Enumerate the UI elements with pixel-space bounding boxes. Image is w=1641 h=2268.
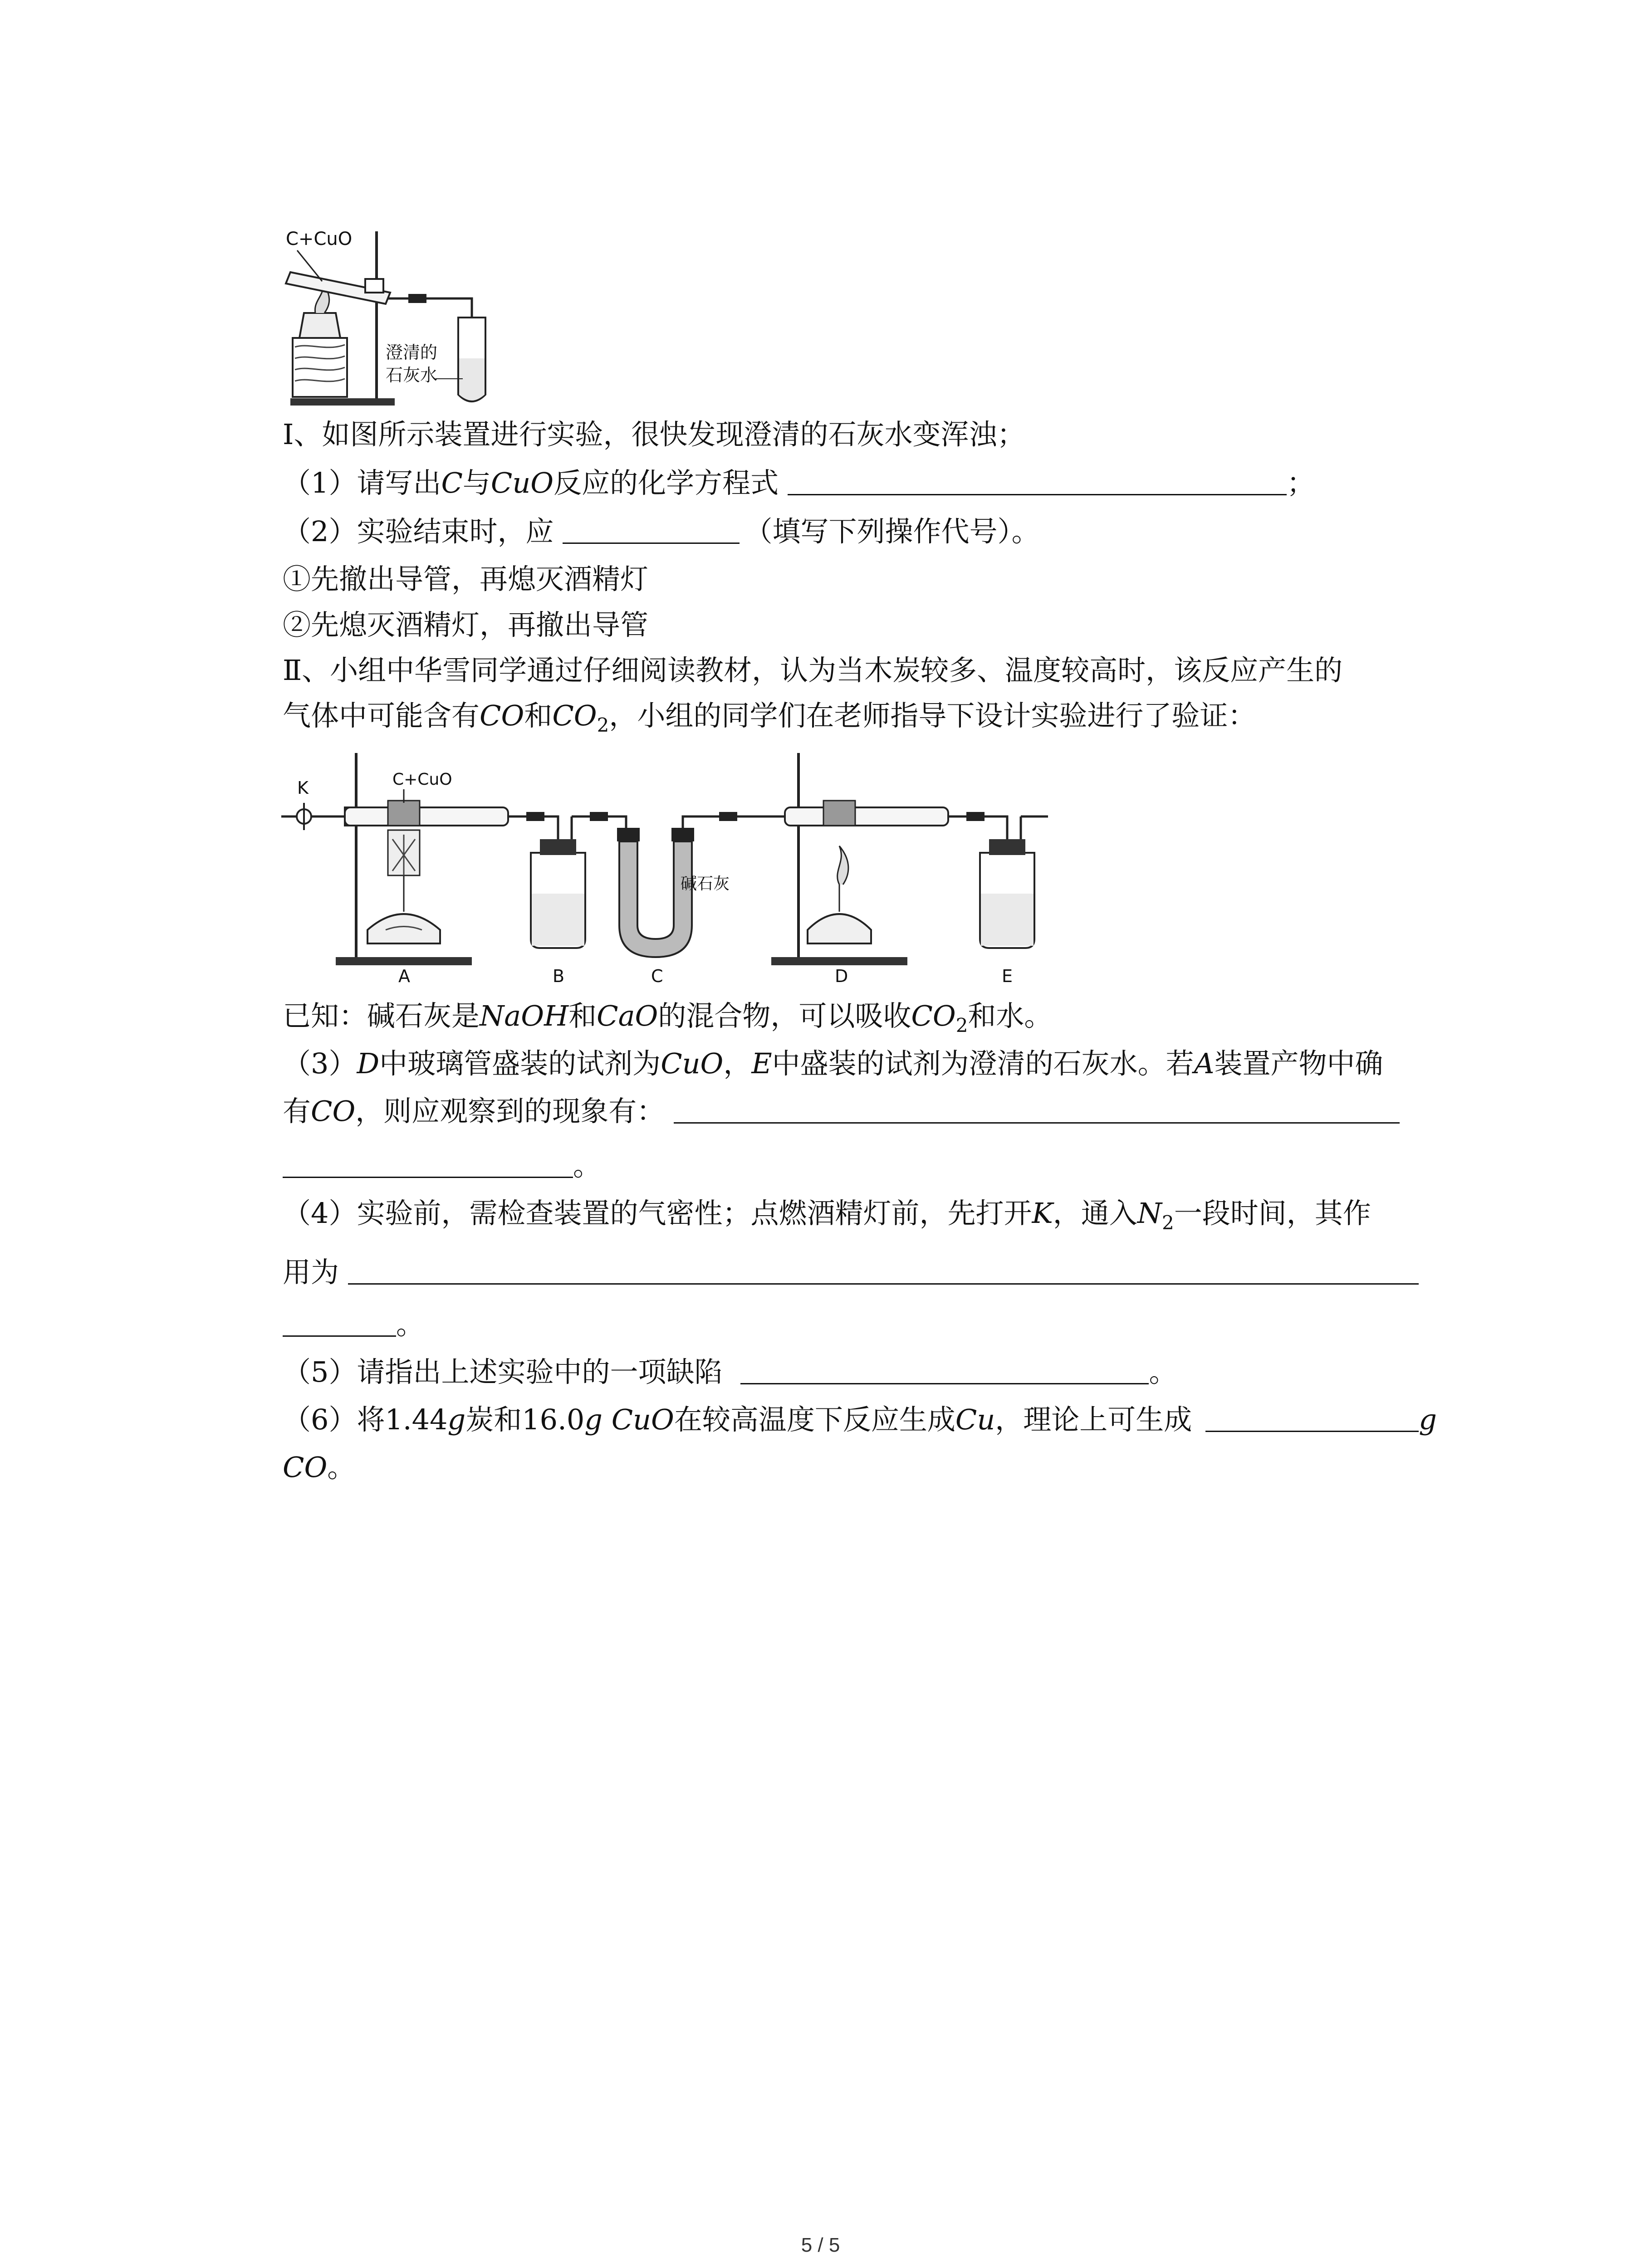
answer-blank-1[interactable]	[788, 468, 1287, 495]
figure1-label-lime-2: 石灰水	[386, 365, 438, 385]
answer-blank-4a[interactable]	[348, 1257, 1419, 1285]
figure1-label-lime-1: 澄清的	[386, 342, 438, 362]
question-2: （2）实验结束时，应 （填写下列操作代号）。	[283, 515, 1040, 548]
page-number: 5 / 5	[801, 2234, 840, 2256]
option-2: ②先熄灭酒精灯，再撤出导管	[283, 608, 649, 641]
answer-blank-5[interactable]	[740, 1357, 1149, 1384]
figure1-label-top: C+CuO	[286, 229, 353, 249]
figure2-label-d: D	[835, 966, 848, 986]
question-3: （3）D中玻璃管盛装的试剂为CuO，E中盛装的试剂为澄清的石灰水。若A装置产物中确	[283, 1047, 1383, 1080]
figure2-label-b: B	[553, 966, 565, 986]
known-statement: 已知：碱石灰是NaOH和CaO的混合物，可以吸收$CO_2$和水。	[283, 999, 1053, 1036]
figure-apparatus-1	[272, 222, 526, 413]
figure2-label-top: C+CuO	[392, 770, 452, 789]
option-1: ①先撤出导管，再熄灭酒精灯	[283, 562, 649, 596]
figure2-label-k: K	[297, 778, 309, 798]
question-4-line3: 。	[283, 1306, 424, 1343]
figure2-label-c: C	[651, 966, 663, 986]
question-4: （4）实验前，需检查装置的气密性；点燃酒精灯前，先打开K，通入$N_2$一段时间，其作	[283, 1197, 1371, 1234]
question-5: （5）请指出上述实验中的一项缺陷 。	[283, 1355, 1177, 1388]
figure-apparatus-2	[272, 748, 1053, 989]
answer-blank-3a[interactable]	[674, 1096, 1400, 1124]
question-3-line3: 。	[283, 1148, 601, 1184]
section2-heading-line2: 气体中可能含有CO和$CO_2$，小组的同学们在老师指导下设计实验进行了验证：	[283, 699, 1256, 736]
figure2-label-soda: 碱石灰	[681, 875, 730, 893]
answer-blank-2[interactable]	[563, 516, 740, 544]
figure2-label-a: A	[398, 966, 410, 986]
question-6-line2: CO。	[283, 1451, 356, 1484]
section2-heading: Ⅱ、小组中华雪同学通过仔细阅读教材，认为当木炭较多、温度较高时，该反应产生的	[283, 654, 1343, 687]
question-4-line2: 用为	[283, 1254, 1419, 1290]
question-1: （1）请写出C与CuO反应的化学方程式 ；	[283, 466, 1315, 499]
answer-blank-6[interactable]	[1205, 1404, 1419, 1432]
question-6: （6）将1.44g炭和16.0g CuO在较高温度下反应生成Cu，理论上可生成 g	[283, 1403, 1437, 1436]
section1-heading: Ⅰ、如图所示装置进行实验，很快发现澄清的石灰水变浑浊；	[283, 418, 1025, 451]
question-3-line2: 有CO，则应观察到的现象有：	[283, 1093, 1400, 1129]
answer-blank-4b[interactable]	[283, 1309, 396, 1337]
answer-blank-3b[interactable]	[283, 1150, 573, 1178]
figure2-label-e: E	[1002, 966, 1013, 986]
